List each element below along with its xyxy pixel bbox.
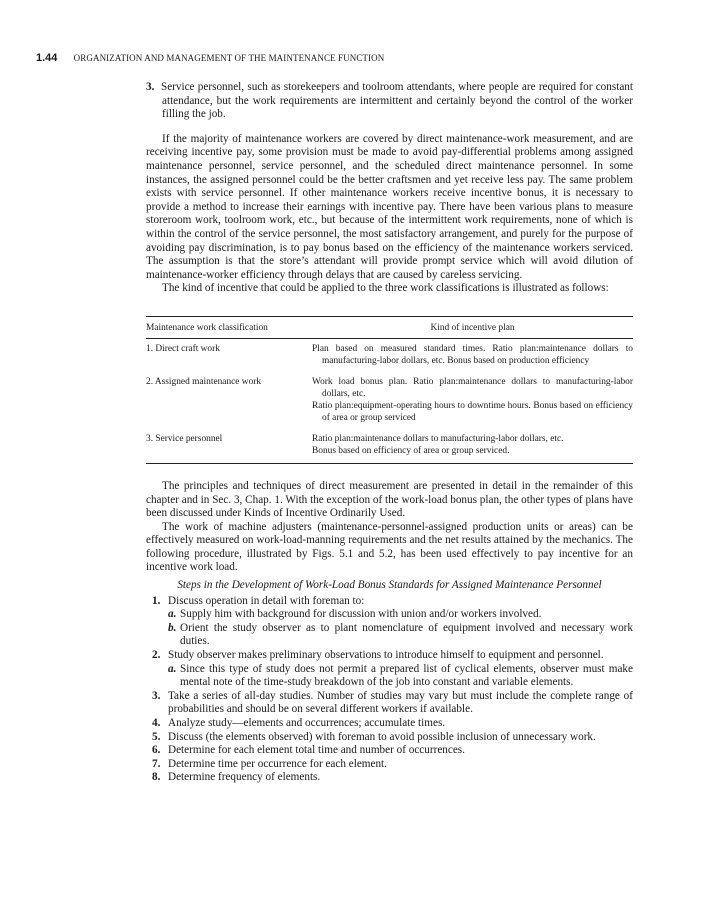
list-item — [146, 717, 633, 731]
step-text: Take a series of all-day studies. Number of studies may vary but must include the complete range of probabilities and should be on several different workers if available. — [168, 689, 633, 716]
step-number: 7. — [152, 757, 161, 770]
running-header — [36, 52, 384, 64]
sub-text: Orient the study observer as to plant nomenclature of equipment involved and necessary work duties. — [180, 621, 633, 648]
list-item — [146, 649, 633, 690]
paragraph-incentive-intro: The kind of incentive that could be applied to the three work classifications is illustrated as follows: — [162, 282, 609, 295]
step-text: Study observer makes preliminary observations to introduce himself to equipment and personnel. — [168, 649, 604, 662]
sub-item — [168, 663, 633, 690]
table-row — [146, 424, 633, 464]
table-cell-plan: Ratio plan:equipment-operating hours to downtime hours. Bonus based on efficiency of area or group serviced — [312, 400, 633, 423]
list-item — [146, 690, 633, 717]
step-number: 6. — [152, 744, 161, 757]
step-number: 4. — [152, 717, 161, 729]
list-item — [146, 758, 633, 772]
sub-item — [168, 622, 633, 649]
sub-item — [168, 608, 633, 622]
paragraph-principles: The principles and techniques of direct measurement are presented in detail in the remainder of this chapter and in Sec. 3, Chap. 1. With the exception of the work-load bonus plan, the other types of plans have been discussed under Kinds of Incentive Ordinarily Used. — [146, 479, 633, 520]
sub-text: Since this type of study does not permit a prepared list of cyclical elements, observer must make mental note of the time-study breakdown of the job into constant and variable elements. — [180, 662, 633, 689]
running-title: ORGANIZATION AND MANAGEMENT OF THE MAINTENANCE FUNCTION — [73, 53, 385, 63]
table-cell-plan: Work load bonus plan. Ratio plan:maintenance dollars to manufacturing-labor dollars, etc. — [312, 376, 633, 399]
list-item — [146, 731, 633, 745]
column-header-classification: Maintenance work classification — [146, 316, 312, 338]
list-item — [146, 744, 633, 758]
table-cell-classification: 3. Service personnel — [146, 424, 312, 464]
list-number: 3. — [146, 81, 155, 93]
step-number: 5. — [152, 730, 161, 743]
sub-label: b. — [168, 621, 177, 634]
step-number: 1. — [152, 594, 161, 607]
sub-label: a. — [168, 608, 177, 621]
list-item — [146, 771, 633, 785]
step-text: Analyze study—elements and occurrences; accumulate times. — [168, 717, 446, 729]
paragraph-machine-adjusters: The work of machine adjusters (maintenance-personnel-assigned production units or areas) can be effectively measured on work-load-manning requirements and the net results attained by the mechanics. The following procedure, illustrated by Figs. 5.1 and 5.2, has been used effectively to pay incentive for an incentive work load. — [146, 520, 633, 574]
list-item — [146, 595, 633, 649]
sub-text: Supply him with background for discussion with union and/or workers involved. — [180, 608, 542, 621]
page-number: 1.44 — [36, 52, 58, 64]
step-text: Determine time per occurrence for each element. — [168, 757, 387, 770]
step-text: Discuss (the elements observed) with foreman to avoid possible inclusion of unnecessary work. — [168, 730, 596, 743]
steps-list — [146, 595, 633, 785]
column-header-incentive-plan: Kind of incentive plan — [312, 316, 633, 338]
step-number: 8. — [152, 771, 161, 784]
step-number: 3. — [152, 689, 161, 702]
table-cell-plan: Plan based on measured standard times. Ratio plan:maintenance dollars to manufacturing-labor dollars, etc. Bonus based on production efficiency — [312, 343, 633, 366]
list-item-text: Service personnel, such as storekeepers and toolroom attendants, where people are required for constant attendance, but the work requirements are intermittent and certainly beyond the control of the worker filling the job. — [160, 81, 633, 121]
step-number: 2. — [152, 649, 161, 662]
table-cell-classification: 1. Direct craft work — [146, 343, 220, 354]
step-text: Determine for each element total time and number of occurrences. — [168, 744, 465, 757]
step-text: Determine frequency of elements. — [168, 771, 321, 784]
table-header-row — [146, 316, 633, 338]
steps-heading: Steps in the Development of Work-Load Bonus Standards for Assigned Maintenance Personnel — [177, 579, 602, 592]
list-item-3 — [146, 81, 633, 122]
table-row — [146, 338, 633, 367]
page-body — [146, 81, 633, 785]
incentive-plan-table — [146, 316, 633, 464]
table-cell-plan: Bonus based on efficiency of area or group serviced. — [312, 445, 510, 456]
table-cell-classification: 2. Assigned maintenance work — [146, 376, 262, 387]
table-row — [146, 367, 633, 424]
sub-label: a. — [168, 662, 177, 675]
paragraph-pay-differential: If the majority of maintenance workers are covered by direct maintenance-work measurement, and are receiving incentive pay, some provision must be made to avoid pay-differential problems among assigned maintenance personnel, service personnel, and the scheduled direct maintenance personnel. In some instances, the assigned personnel could be the better craftsmen and yet receive less pay. The same problem exists with service personnel. If other maintenance workers receive incentive bonus, it is necessary to provide a method to increase their earnings with incentive pay. There have been various plans to measure storeroom work, toolroom work, etc., but because of the intermittent work requirements, none of which is within the control of the service personnel, the most satisfactory arrangement, and purely for the purpose of avoiding pay discrimination, is to pay bonus based on the efficiency of the maintenance workers serviced. The assumption is that the store’s attendant will provide prompt service which will avoid dilution of maintenance-worker efficiency through delays that are caused by careless servicing. — [146, 132, 633, 281]
table-cell-plan: Ratio plan:maintenance dollars to manufacturing-labor dollars, etc. — [312, 433, 564, 444]
step-text: Discuss operation in detail with foreman to: — [168, 594, 365, 607]
